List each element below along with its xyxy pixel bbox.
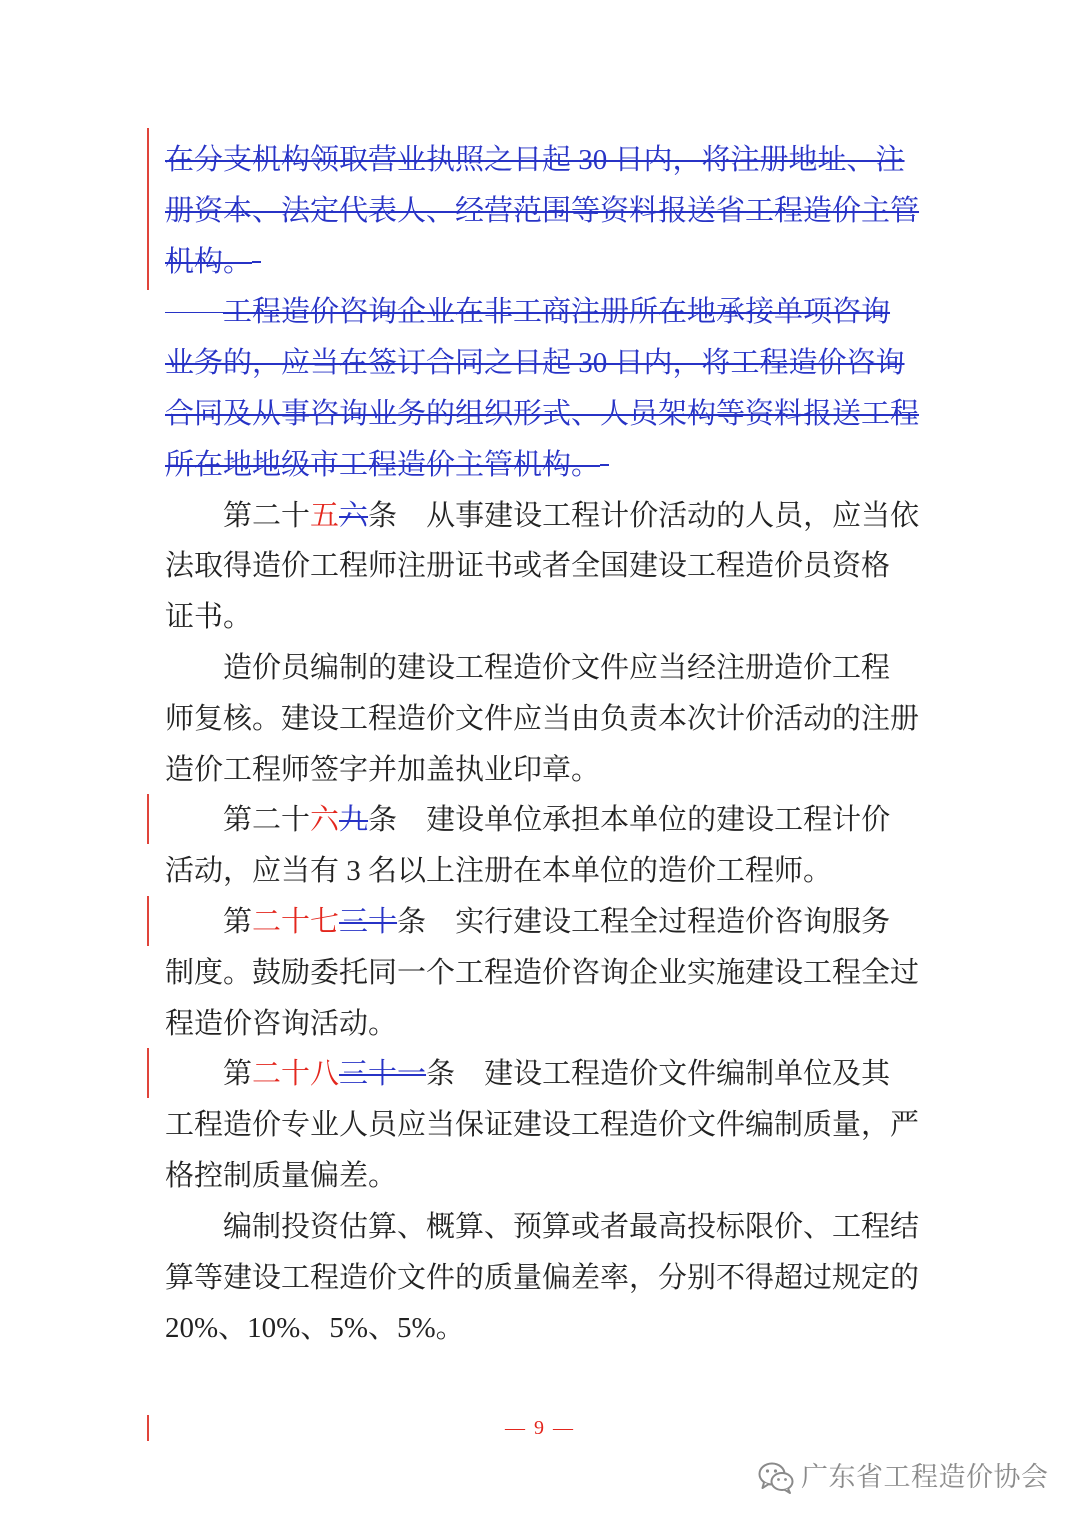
article-text: 实行建设工程全过程造价咨询服务 [455, 905, 891, 938]
text-line [165, 186, 935, 237]
text-line [165, 541, 935, 592]
article-text: 程造价咨询活动。 [165, 1007, 398, 1040]
text-line [165, 846, 935, 897]
text-line [165, 389, 935, 440]
text-line [165, 948, 935, 999]
article-heading-line [165, 1049, 935, 1100]
paragraph-text: 造价员编制的建设工程造价文件应当经注册造价工程 [223, 651, 891, 684]
deleted-text: 册资本、法定代表人、经营范围等资料报送省工程造价主管 [165, 194, 920, 227]
text-line [165, 592, 935, 643]
text-line [165, 338, 935, 389]
change-bar [147, 128, 149, 290]
label-gap [397, 828, 426, 829]
inserted-article-number: 二十七 [252, 905, 340, 938]
article-text: 从事建设工程计价活动的人员，应当依 [426, 499, 920, 532]
text-line [165, 999, 935, 1050]
deleted-article-number: 九 [339, 804, 369, 837]
article-paragraph [165, 491, 935, 643]
deleted-text: 业务的，应当在签订合同之日起 30 日内，将工程造价咨询 [165, 347, 905, 380]
article-text: 活动，应当有 3 名以上注册在本单位的造价工程师。 [165, 855, 833, 888]
article-text: 格控制质量偏差。 [165, 1159, 398, 1192]
article-paragraph [165, 795, 935, 897]
article-heading-line [165, 897, 935, 948]
label-gap [455, 1082, 484, 1083]
wechat-icon [757, 1461, 795, 1495]
text-line [165, 745, 935, 796]
article-label-suffix: 条 [426, 1058, 456, 1091]
deleted-paragraph [165, 135, 935, 287]
article-text: 建设工程造价文件编制单位及其 [484, 1058, 891, 1091]
article-text: 法取得造价工程师注册证书或者全国建设工程造价员资格 [165, 550, 891, 583]
text-line [165, 237, 935, 288]
text-line [165, 135, 935, 186]
article-heading-line [165, 795, 935, 846]
deleted-text: 所在地地级市工程造价主管机构。 [165, 448, 601, 481]
body-paragraph [165, 1202, 935, 1354]
deleted-text: 机构。 [165, 245, 253, 278]
article-text: 建设单位承担本单位的建设工程计价 [426, 804, 891, 837]
wechat-watermark [757, 1458, 1049, 1498]
watermark-account-name: 广东省工程造价协会 [801, 1462, 1049, 1493]
deleted-paragraph-mark [252, 261, 261, 263]
text-line [165, 1253, 935, 1304]
deleted-paragraph [165, 287, 935, 490]
article-label-prefix: 第二十 [223, 499, 311, 532]
paragraph-text: 20%、10%、5%、5%。 [165, 1312, 465, 1345]
deleted-indent [165, 312, 223, 314]
text-line [165, 1151, 935, 1202]
label-gap [426, 930, 455, 931]
change-bar [147, 896, 149, 946]
article-label-suffix: 条 [368, 804, 398, 837]
article-paragraph [165, 1049, 935, 1201]
deleted-article-number: 三十一 [339, 1058, 427, 1091]
deleted-text: 合同及从事咨询业务的组织形式、人员架构等资料报送工程 [165, 397, 920, 430]
paragraph-text: 师复核。建设工程造价文件应当由负责本次计价活动的注册 [165, 702, 920, 735]
change-bar [147, 1048, 149, 1098]
article-label-prefix: 第二十 [223, 804, 311, 837]
paragraph-text: 算等建设工程造价文件的质量偏差率，分别不得超过规定的 [165, 1261, 920, 1294]
deleted-article-number: 六 [339, 499, 369, 532]
article-text: 工程造价专业人员应当保证建设工程造价文件编制质量，严 [165, 1109, 920, 1142]
text-line [165, 694, 935, 745]
text-line [165, 440, 935, 491]
paragraph-text: 造价工程师签字并加盖执业印章。 [165, 753, 601, 786]
deleted-paragraph-mark [600, 464, 609, 466]
inserted-article-number: 六 [310, 804, 340, 837]
article-heading-line [165, 491, 935, 542]
article-text: 制度。鼓励委托同一个工程造价咨询企业实施建设工程全过 [165, 956, 920, 989]
label-gap [397, 524, 426, 525]
body-paragraph [165, 643, 935, 795]
text-line [165, 643, 935, 694]
page-number: — 9 — [505, 1417, 575, 1439]
deleted-text: 在分支机构领取营业执照之日起 30 日内，将注册地址、注 [165, 144, 905, 176]
inserted-article-number: 五 [310, 499, 340, 532]
inserted-article-number: 二十八 [252, 1058, 340, 1091]
article-label-prefix: 第 [223, 905, 253, 938]
article-paragraph [165, 897, 935, 1049]
article-text: 证书。 [165, 601, 253, 634]
article-label-suffix: 条 [397, 905, 427, 938]
article-label-suffix: 条 [368, 499, 398, 532]
text-line [165, 287, 935, 338]
document-body [165, 135, 935, 1354]
deleted-article-number: 三十 [339, 905, 398, 938]
change-bar [147, 794, 149, 844]
text-line [165, 1303, 935, 1354]
text-line [165, 1202, 935, 1253]
deleted-text: 工程造价咨询企业在非工商注册所在地承接单项咨询 [223, 296, 891, 329]
text-line [165, 1100, 935, 1151]
paragraph-text: 编制投资估算、概算、预算或者最高投标限价、工程结 [223, 1210, 920, 1243]
article-label-prefix: 第 [223, 1058, 253, 1091]
